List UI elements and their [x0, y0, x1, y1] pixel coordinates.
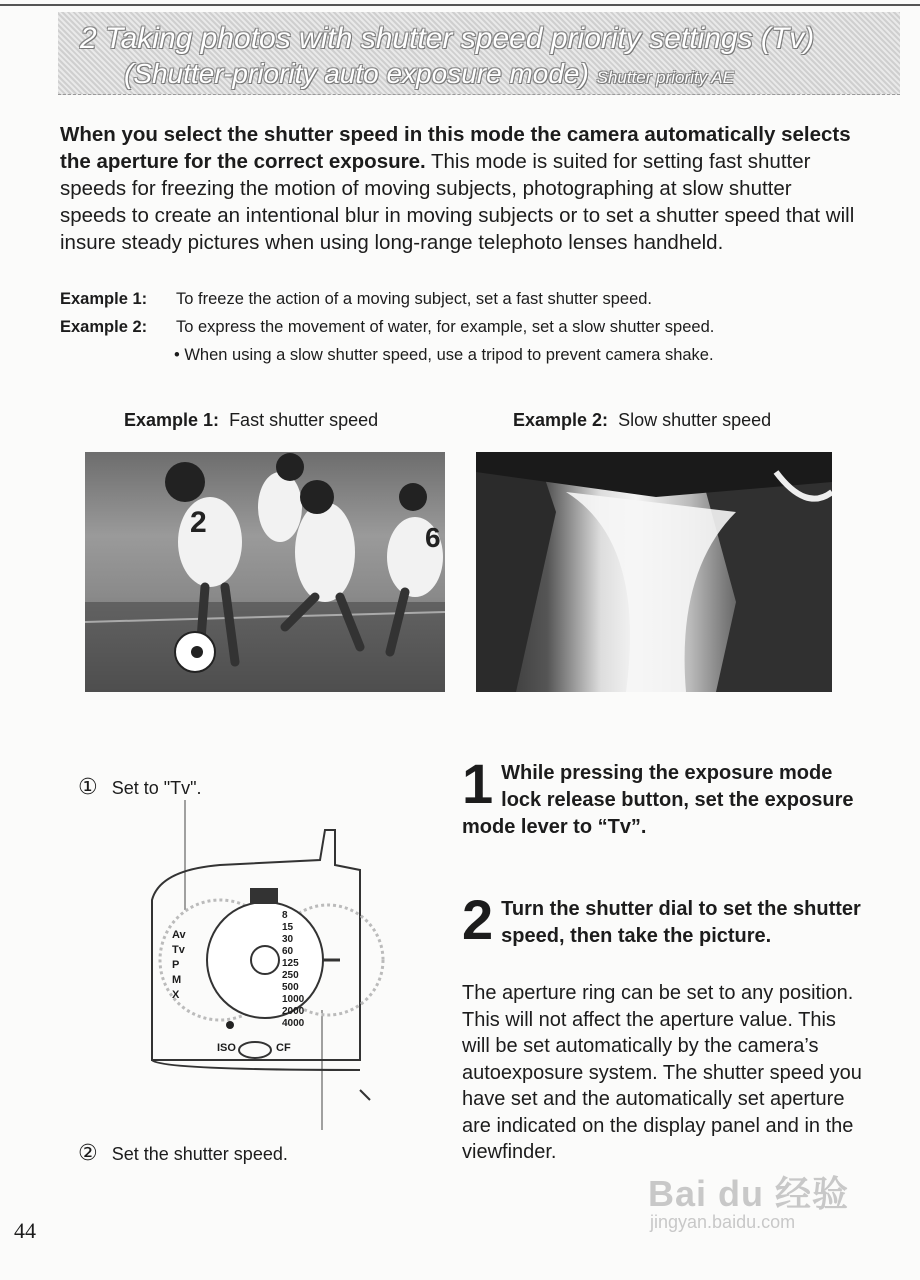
intro-paragraph [60, 121, 860, 256]
callout-1: ① Set to "Tv". [78, 774, 202, 799]
cf-label: CF [276, 1042, 291, 1054]
watermark-url: jingyan.baidu.com [650, 1212, 796, 1232]
step-1-title: While pressing the exposure mode lock release button, set the exposure mode lever to “Tv”. [462, 762, 854, 838]
example-2-label: Example 2: [60, 318, 148, 336]
dial-numbers: 8 15 30 60 125 250 500 1000 2000 4000 [282, 910, 305, 1029]
step-2 [462, 888, 862, 951]
photo-1-caption: Example 1: Fast shutter speed [124, 410, 379, 430]
example-1-text: To freeze the action of a moving subject, set a fast shutter speed. [176, 290, 653, 308]
tripod-note: • When using a slow shutter speed, use a tripod to prevent camera shake. [174, 346, 714, 364]
section-header [58, 12, 900, 95]
step-2-number: 2 [462, 888, 494, 951]
jersey-2: 2 [190, 506, 207, 539]
photo-2-caption: Example 2: Slow shutter speed [513, 410, 772, 430]
example-1-label: Example 1: [60, 290, 148, 308]
example-2-text: To express the movement of water, for example, set a slow shutter speed. [176, 318, 715, 336]
mode-labels: Av Tv P M X [172, 929, 186, 1001]
intro-bold: When you select the shutter speed in this mode the camera automatically selects the aperture for the correct exposure. [60, 123, 851, 173]
soccer-photo [85, 452, 445, 692]
camera-dial-diagram [60, 760, 440, 1180]
callout-2: ② Set the shutter speed. [78, 1140, 288, 1165]
example-2-row [60, 318, 714, 337]
jersey-6: 6 [425, 522, 441, 553]
waterfall-photo [476, 452, 832, 692]
step-2-title: Turn the shutter dial to set the shutter speed, then take the picture. [501, 898, 861, 947]
intro-text: This mode is suited for setting fast shutter speeds for freezing the motion of moving subjects, photographing at slow shutter speeds to create an intentional blur in moving subjects or to set a shutter speed that will insure steady pictures when using long-range telephoto lenses handheld. [60, 150, 855, 254]
iso-label: ISO [217, 1042, 236, 1054]
step-1 [462, 752, 862, 841]
watermark-logo: Bai du 经验 [648, 1173, 850, 1214]
example-1-row [60, 290, 652, 309]
section-subtitle: (Shutter-priority auto exposure mode) Shutter priority AE [124, 58, 734, 89]
page-number: 44 [14, 1218, 36, 1243]
step-1-number: 1 [462, 752, 494, 815]
section-title: 2 Taking photos with shutter speed priority settings (Tv) [80, 22, 815, 55]
step-2-body: The aperture ring can be set to any position. This will not affect the aperture value. This will be set automatically by the camera’s autoexposure system. The shutter speed you have set and the automatically set aperture are indicated on the display panel and in the viewfinder. [462, 982, 862, 1163]
top-rule [0, 4, 920, 6]
